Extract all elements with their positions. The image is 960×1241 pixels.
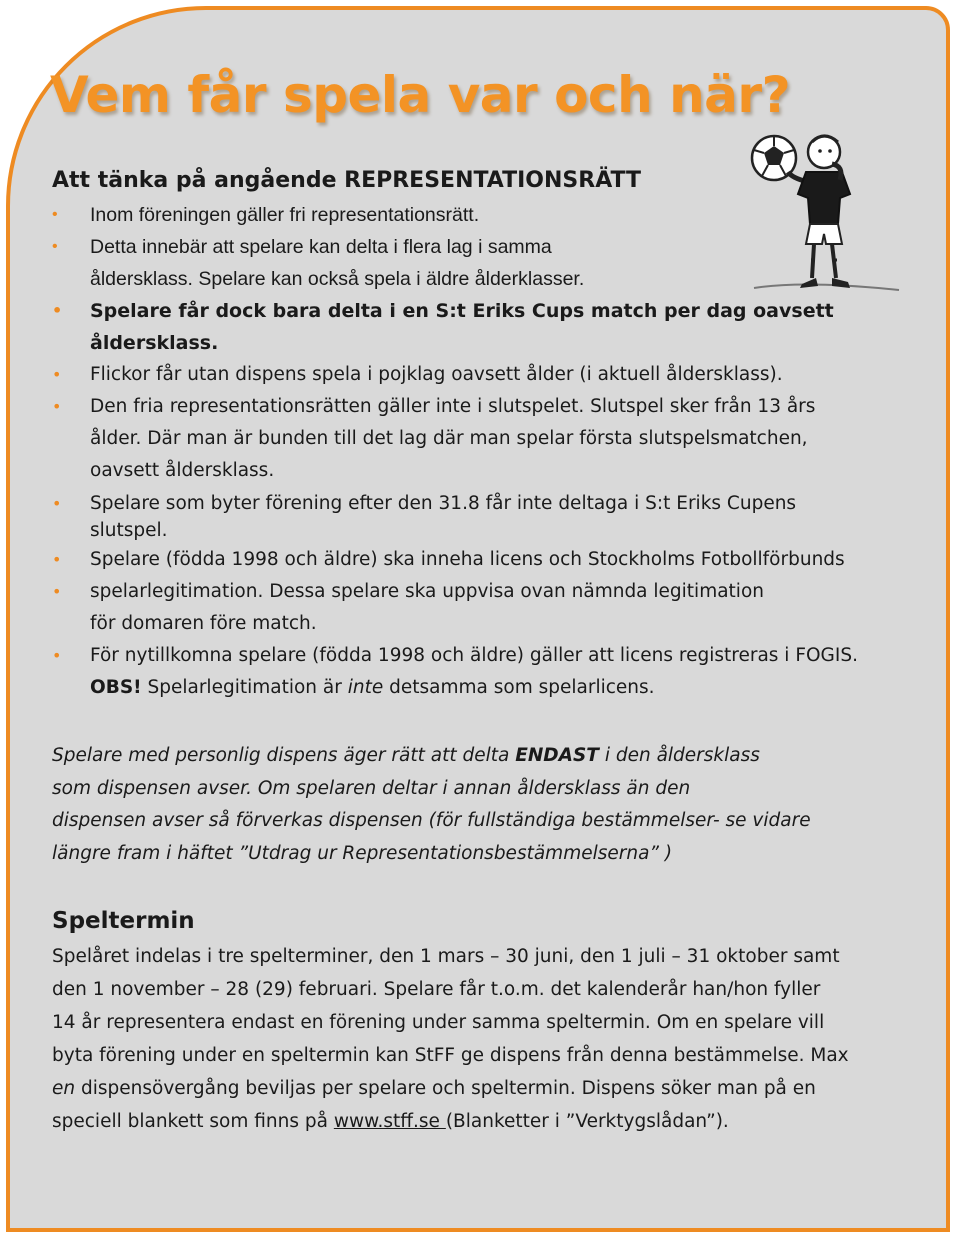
obs-text: Spelarlegitimation är [141,677,348,698]
list-item: • Flickor får utan dispens spela i pojklag oavsett ålder (i aktuell åldersklass). [52,359,932,391]
dispens-note [52,740,932,870]
section-heading-speltermin: Speltermin [52,908,195,934]
list-item: • Spelare (födda 1998 och äldre) ska inneha licens och Stockholms Fotbollförbunds [52,544,932,576]
list-item-text: oavsett åldersklass. [90,460,275,481]
list-item-text: Den fria representationsrätten gäller inte i slutspelet. Slutspel sker från 13 års [90,396,816,417]
stff-link[interactable]: www.stff.se [333,1111,446,1132]
list-item-text: ålder. Där man är bunden till det lag där man spelar första slutspelsmatchen, [90,428,808,449]
obs-italic: inte [347,677,384,698]
list-item-text: Spelare som byter förening efter den 31.8 får inte deltaga i S:t Eriks Cupens [90,493,797,514]
list-item [52,295,932,359]
paragraph-line: (Blanketter i ”Verktygslådan”). [445,1111,729,1132]
paragraph-line: dispensövergång beviljas per spelare och speltermin. Dispens söker man på en [75,1078,816,1099]
dispens-text: i den åldersklass [598,745,760,766]
obs-note [52,672,932,704]
dispens-text: dispensen avser så förverkas dispensen (för fullständiga bestämmelser- se vidare [52,810,811,831]
list-item-text: spelarlegitimation. Dessa spelare ska uppvisa ovan nämnda legitimation [90,581,764,602]
paragraph-italic: en [52,1078,76,1099]
main-content [52,168,932,1138]
obs-label: OBS! [90,677,142,698]
dispens-emphasis: ENDAST [515,745,599,766]
obs-text: detsamma som spelarlicens. [383,677,655,698]
paragraph-line: Spelåret indelas i tre spelterminer, den 1 mars – 30 juni, den 1 juli – 31 oktober samt [52,946,840,967]
list-item-text: åldersklass. Spelare kan också spela i äldre ålderklasser. [90,268,585,290]
list-item [52,490,932,544]
section-heading-representation: Att tänka på angående REPRESENTATIONSRÄTT [52,168,642,193]
list-item [52,231,932,295]
list-item-text: Detta innebär att spelare kan delta i flera lag i samma [90,236,552,258]
dispens-text: längre fram i häftet ”Utdrag ur Representationsbestämmelserna” ) [52,842,673,864]
list-item-text: åldersklass. [90,332,219,354]
paragraph-line: 14 år representera endast en förening under samma speltermin. Om en spelare vill [52,1012,825,1033]
list-item: • För nytillkomna spelare (födda 1998 och äldre) gäller att licens registreras i FOGIS. [52,640,932,672]
paragraph-line: den 1 november – 28 (29) februari. Spelare får t.o.m. det kalenderår han/hon fyller [52,979,821,1000]
list-item-text: för domaren före match. [90,613,317,634]
list-item [52,391,932,487]
list-item [52,576,932,640]
paragraph-line: speciell blankett som finns på [52,1111,334,1132]
speltermin-paragraph [52,940,932,1138]
paragraph-line: byta förening under en speltermin kan StFF ge dispens från denna bestämmelse. Max [52,1045,849,1066]
list-item: • Inom föreningen gäller fri representationsrätt. [52,199,932,231]
dispens-text: som dispensen avser. Om spelaren deltar i annan åldersklass än den [52,777,691,799]
list-item-text: slutspel. [90,520,168,541]
representation-list [52,199,932,672]
dispens-text: Spelare med personlig dispens äger rätt att delta [52,745,516,766]
page-title: Vem får spela var och när? [50,66,791,124]
list-item-text: Spelare får dock bara delta i en S:t Eriks Cups match per dag oavsett [90,300,834,322]
